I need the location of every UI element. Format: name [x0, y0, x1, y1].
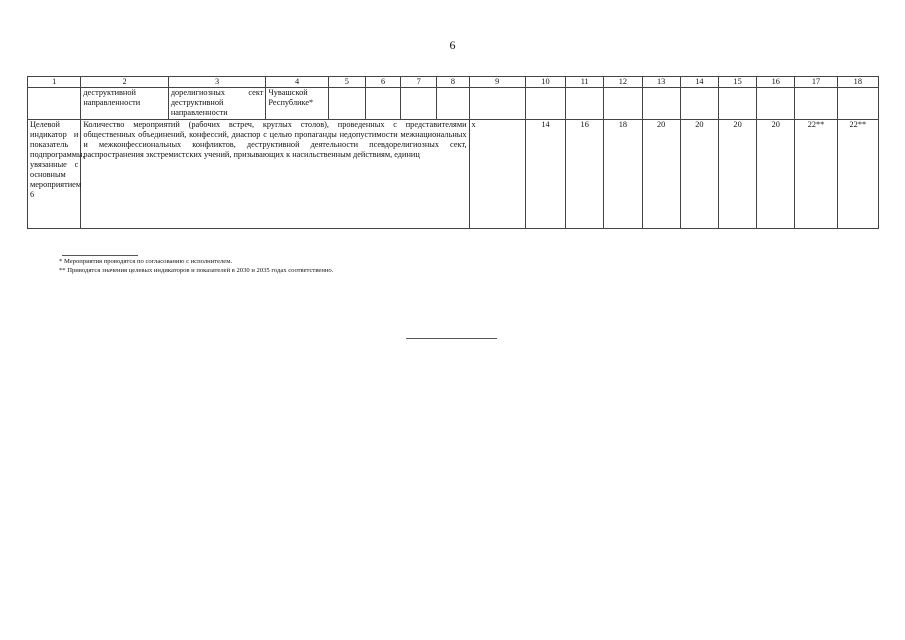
table-cell: [795, 88, 837, 120]
indicator-row: [28, 120, 879, 229]
value-cell: 18: [604, 120, 642, 229]
footnote-separator: [62, 255, 138, 256]
header-cell: 6: [365, 77, 400, 88]
table-cell: [757, 88, 795, 120]
table-cell: [437, 88, 469, 120]
header-cell: 18: [837, 77, 878, 88]
table-cell: х: [469, 120, 525, 229]
header-cell: 3: [168, 77, 266, 88]
value-cell: 16: [566, 120, 604, 229]
value-cell: 20: [680, 120, 718, 229]
table-cell: [718, 88, 756, 120]
continued-row: [28, 88, 879, 120]
header-cell: 10: [525, 77, 565, 88]
table-cell: дорелигиозных сект деструктивной направленности: [168, 88, 266, 120]
header-cell: 15: [718, 77, 756, 88]
table-cell: [365, 88, 400, 120]
header-cell: 16: [757, 77, 795, 88]
table-cell: [469, 88, 525, 120]
indicators-table: [27, 76, 879, 229]
table-cell: [566, 88, 604, 120]
table-cell: деструктивной направленности: [81, 88, 169, 120]
table-cell: [837, 88, 878, 120]
footnote-2: ** Приводятся значения целевых индикаторов и показателей в 2030 и 2035 годах соответственно.: [59, 267, 334, 274]
column-number-row: [28, 77, 879, 88]
page-number: 6: [449, 38, 456, 52]
value-cell: 20: [718, 120, 756, 229]
header-cell: 7: [401, 77, 437, 88]
table-cell: Чувашской Республике*: [266, 88, 328, 120]
table-cell: [680, 88, 718, 120]
value-cell: 20: [642, 120, 680, 229]
table-cell: [401, 88, 437, 120]
header-cell: 2: [81, 77, 169, 88]
footnote-1: * Мероприятия проводятся по согласованию с исполнителем.: [59, 258, 233, 265]
header-cell: 4: [266, 77, 328, 88]
value-cell: 22**: [837, 120, 878, 229]
table-cell: [28, 88, 81, 120]
indicator-description-cell: Количество мероприятий (рабочих встреч, круглых столов), проведенных с представителями общественных объединений, конфессий, диаспор с целью пропаганды недопустимости межнациональных и межконфессиональных конфликтов, деструктивной деятельности псевдорелигиозных сект, распространения экстремистских учений, призывающих к насильственным действиям, единиц: [81, 120, 469, 229]
header-cell: 5: [328, 77, 365, 88]
header-cell: 13: [642, 77, 680, 88]
indicator-label-cell: Целевой индикатор и показатель подпрограммы, увязанные с основным мероприятием 6: [28, 120, 81, 229]
header-cell: 12: [604, 77, 642, 88]
header-cell: 1: [28, 77, 81, 88]
table-cell: [328, 88, 365, 120]
value-cell: 20: [757, 120, 795, 229]
header-cell: 8: [437, 77, 469, 88]
header-cell: 9: [469, 77, 525, 88]
table-cell: [525, 88, 565, 120]
end-of-page-rule: [406, 338, 497, 339]
value-cell: 14: [525, 120, 565, 229]
header-cell: 17: [795, 77, 837, 88]
value-cell: 22**: [795, 120, 837, 229]
header-cell: 14: [680, 77, 718, 88]
table-cell: [604, 88, 642, 120]
table-cell: [642, 88, 680, 120]
header-cell: 11: [566, 77, 604, 88]
